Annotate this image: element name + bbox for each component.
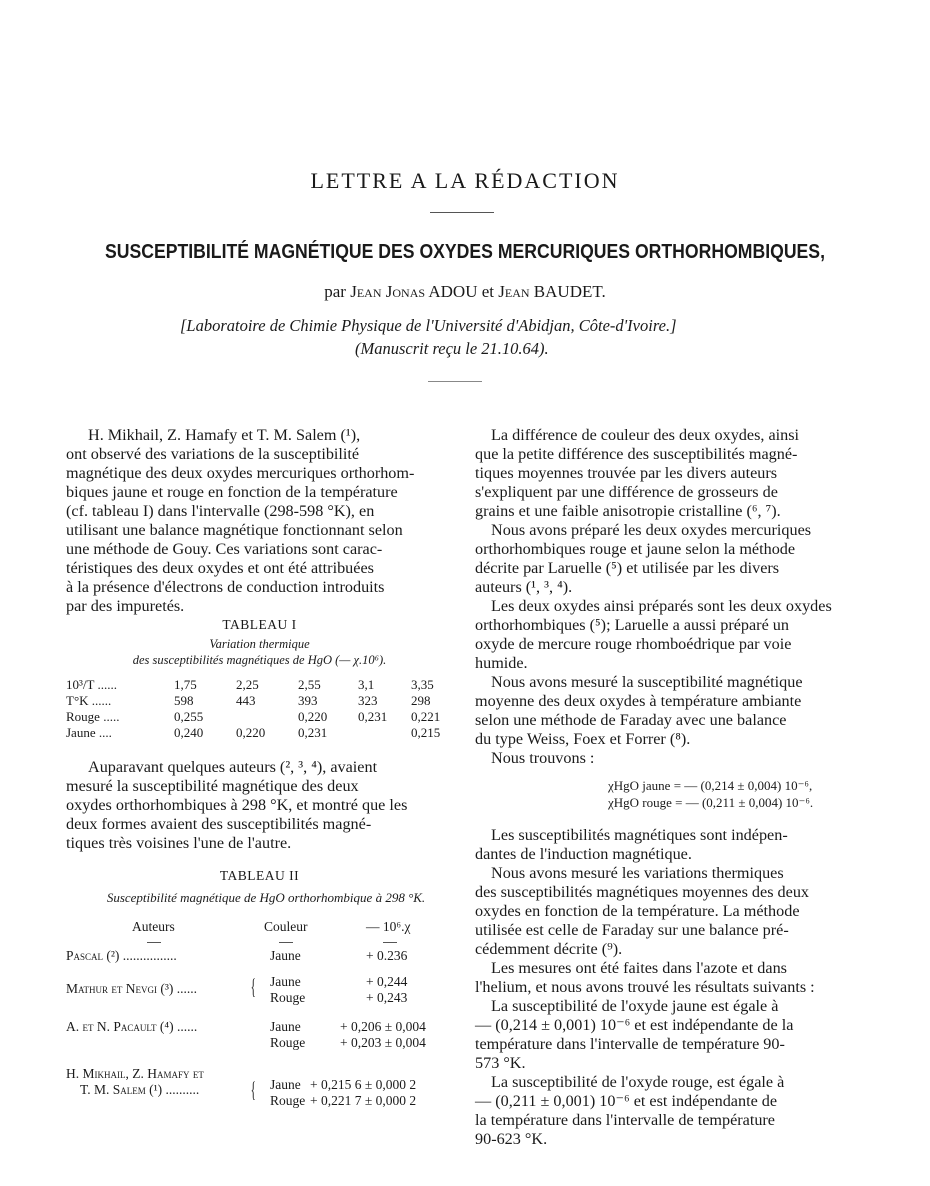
table-cell: 323 (358, 693, 378, 708)
table-cell: 1,75 (174, 677, 197, 692)
table2-author: Pascal (²) ................ (66, 948, 177, 963)
text-line: tiques très voisines l'une de l'autre. (66, 834, 292, 852)
text-line: deux formes avaient des susceptibilités magné- (66, 815, 372, 833)
text-line: la température dans l'intervalle de température (475, 1111, 775, 1129)
text-line: 573 °K. (475, 1054, 526, 1072)
table-cell: 0,231 (298, 725, 328, 740)
table2-value: + 0,203 ± 0,004 (340, 1035, 426, 1050)
and-word: et (481, 282, 495, 301)
text-line: Les susceptibilités magnétiques sont indépen- (491, 826, 788, 844)
table-cell: 0,220 (236, 725, 266, 740)
right-paragraph-5 (475, 826, 862, 864)
text-line: auteurs (¹, ³, ⁴). (475, 578, 573, 596)
table-cell: 0,221 (411, 709, 441, 724)
table-cell: 0,255 (174, 709, 204, 724)
affiliation: [Laboratoire de Chimie Physique de l'Université d'Abidjan, Côte-d'Ivoire.] (180, 316, 677, 335)
text-line: Les deux oxydes ainsi préparés sont les deux oxydes (491, 597, 832, 615)
table-cell: 3,35 (411, 677, 434, 692)
author2-last: BAUDET. (533, 282, 606, 301)
table2-color: Jaune (270, 1019, 301, 1034)
table2-color: Jaune (270, 948, 301, 963)
text-line: utilisée est celle de Faraday sur une balance pré- (475, 921, 789, 939)
brace-icon: { (250, 974, 256, 999)
text-line: moyenne des deux oxydes à température ambiante (475, 692, 802, 710)
table2-color: Jaune (270, 974, 301, 989)
table-cell: 2,25 (236, 677, 259, 692)
text-line: 90-623 °K. (475, 1130, 548, 1148)
table2-value: + 0,244 (366, 974, 408, 989)
equation-yellow: χHgO jaune = — (0,214 ± 0,004) 10⁻⁶, (608, 778, 813, 793)
right-paragraph-9 (475, 1073, 862, 1149)
text-line: Nous trouvons : (491, 749, 595, 767)
right-paragraph-3 (475, 597, 862, 673)
table2-caption: Susceptibilité magnétique de HgO orthorhombique à 298 °K. (106, 890, 426, 905)
table2-value: + 0.236 (366, 948, 408, 963)
text-line: oxydes orthorhombiques à 298 °K, et montré que les (66, 796, 408, 814)
text-line: une méthode de Gouy. Ces variations sont carac- (66, 540, 383, 558)
author1-first: Jean Jonas (350, 282, 426, 301)
table1 (66, 677, 453, 741)
title-divider (430, 212, 494, 213)
text-line: Nous avons mesuré les variations thermiques (491, 864, 784, 882)
right-paragraph-6 (475, 864, 862, 959)
text-line: cédemment décrite (⁹). (475, 940, 623, 958)
authors-line (0, 282, 930, 302)
text-line: — (0,214 ± 0,001) 10⁻⁶ et est indépendante de la (475, 1016, 794, 1034)
table-row (66, 709, 453, 725)
table-cell (358, 725, 411, 741)
text-line: dantes de l'induction magnétique. (475, 845, 692, 863)
left-paragraph-2 (66, 758, 453, 853)
table2-value: + 0,243 (366, 990, 408, 1005)
table2-value: + 0,206 ± 0,004 (340, 1019, 426, 1034)
text-line: que la petite différence des susceptibilités magné- (475, 445, 798, 463)
table1-caption-1: Variation thermique (209, 637, 310, 651)
text-line: grains et une faible anisotropie cristalline (⁶, ⁷). (475, 502, 781, 520)
text-line: s'expliquent par une différence de grosseurs de (475, 483, 778, 501)
table-cell: 0,215 (411, 725, 441, 740)
text-line: Nous avons préparé les deux oxydes mercuriques (491, 521, 812, 539)
text-line: — (0,211 ± 0,001) 10⁻⁶ et est indépendante de (475, 1092, 778, 1110)
author1-last: ADOU (428, 282, 478, 301)
section-divider (428, 381, 482, 382)
text-line: La susceptibilité de l'oxyde jaune est égale à (491, 997, 779, 1015)
table1-caption-2: des susceptibilités magnétiques de HgO (— χ.10⁶). (132, 653, 387, 667)
text-line: Les mesures ont été faites dans l'azote et dans (491, 959, 787, 977)
text-line: utilisant une balance magnétique fonctionnant selon (66, 521, 403, 539)
text-line: (cf. tableau I) dans l'intervalle (298-598 °K), en (66, 502, 375, 520)
table2-title: TABLEAU II (219, 868, 300, 883)
text-line: l'helium, et nous avons trouvé les résultats suivants : (475, 978, 815, 996)
table2-header-authors: Auteurs (132, 919, 175, 934)
text-line: des susceptibilités magnétiques moyennes des deux (475, 883, 810, 901)
table-row (66, 693, 453, 709)
table2-color: Rouge (270, 1035, 306, 1050)
text-line: biques jaune et rouge en fonction de la température (66, 483, 398, 501)
text-line: orthorhombiques (⁵); Laruelle a aussi préparé un (475, 616, 789, 634)
journal-title: LETTRE A LA RÉDACTION (310, 168, 620, 193)
table-row (66, 725, 453, 741)
table-cell: 443 (236, 693, 256, 708)
table2-header-rule (383, 942, 397, 943)
text-line: H. Mikhail, Z. Hamafy et T. M. Salem (¹), (88, 426, 361, 444)
table-cell: 10³/T ...... (66, 677, 117, 692)
table2-color: Rouge (270, 1093, 306, 1108)
text-line: téristiques des deux oxydes et ont été attribuées (66, 559, 374, 577)
text-line: du type Weiss, Foex et Forrer (⁸). (475, 730, 691, 748)
table-cell: 0,231 (358, 709, 388, 724)
author2-first: Jean (498, 282, 530, 301)
table2-author: Mathur et Nevgi (³) ...... (66, 981, 198, 996)
table-cell: 0,240 (174, 725, 204, 740)
right-paragraph-7 (475, 959, 862, 997)
text-line: oxydes en fonction de la température. La méthode (475, 902, 800, 920)
right-paragraph-8 (475, 997, 862, 1073)
text-line: mesuré la susceptibilité magnétique des deux (66, 777, 359, 795)
table2-value: + 0,215 6 ± 0,000 2 (310, 1077, 417, 1092)
table2-author: T. M. Salem (¹) .......... (80, 1082, 200, 1097)
text-line: selon une méthode de Faraday avec une balance (475, 711, 787, 729)
text-line: température dans l'intervalle de température 90- (475, 1035, 785, 1053)
table-cell: 298 (411, 693, 431, 708)
right-paragraph-1 (475, 426, 862, 521)
brace-icon: { (250, 1077, 256, 1102)
table1-title: TABLEAU I (222, 617, 297, 632)
right-paragraph-4 (475, 673, 862, 768)
text-line: par des impuretés. (66, 597, 185, 615)
left-paragraph-1 (66, 426, 453, 616)
text-line: orthorhombiques rouge et jaune selon la méthode (475, 540, 796, 558)
text-line: décrite par Laruelle (⁵) et utilisée par les divers (475, 559, 780, 577)
table-cell: 3,1 (358, 677, 375, 692)
text-line: La différence de couleur des deux oxydes, ainsi (491, 426, 800, 444)
by-word: par (324, 282, 346, 301)
text-line: à la présence d'électrons de conduction introduits (66, 578, 385, 596)
table-cell: Rouge ..... (66, 709, 120, 724)
table2-author: A. et N. Pacault (⁴) ...... (66, 1019, 198, 1034)
table-cell: 598 (174, 693, 194, 708)
table-cell: T°K ...... (66, 693, 112, 708)
text-line: Nous avons mesuré la susceptibilité magnétique (491, 673, 803, 691)
table-cell: Jaune .... (66, 725, 112, 740)
text-line: Auparavant quelques auteurs (², ³, ⁴), avaient (88, 758, 378, 776)
manuscript-received: (Manuscrit reçu le 21.10.64). (355, 339, 549, 358)
table2-header-color: Couleur (264, 919, 308, 934)
text-line: ont observé des variations de la susceptibilité (66, 445, 360, 463)
table2-author: H. Mikhail, Z. Hamafy et (66, 1066, 204, 1081)
table2-header-rule (279, 942, 293, 943)
text-line: magnétique des deux oxydes mercuriques orthorhom- (66, 464, 415, 482)
article-title: SUSCEPTIBILITÉ MAGNÉTIQUE DES OXYDES MERCURIQUES ORTHORHOMBIQUES, (105, 240, 825, 263)
table2-header-value: — 10⁶.χ (366, 919, 411, 934)
table-cell: 2,55 (298, 677, 321, 692)
table-cell: 393 (298, 693, 318, 708)
equation-red: χHgO rouge = — (0,211 ± 0,004) 10⁻⁶. (608, 795, 814, 810)
table2-header-rule (147, 942, 161, 943)
text-line: La susceptibilité de l'oxyde rouge, est égale à (491, 1073, 785, 1091)
table-cell: 0,220 (298, 709, 328, 724)
text-line: humide. (475, 654, 528, 672)
right-paragraph-2 (475, 521, 862, 597)
table2-color: Rouge (270, 990, 306, 1005)
table-cell (236, 709, 298, 725)
text-line: tiques moyennes trouvée par les divers auteurs (475, 464, 778, 482)
table2-value: + 0,221 7 ± 0,000 2 (310, 1093, 417, 1108)
table-row (66, 677, 453, 693)
text-line: oxyde de mercure rouge rhomboédrique par voie (475, 635, 792, 653)
table2-color: Jaune (270, 1077, 301, 1092)
